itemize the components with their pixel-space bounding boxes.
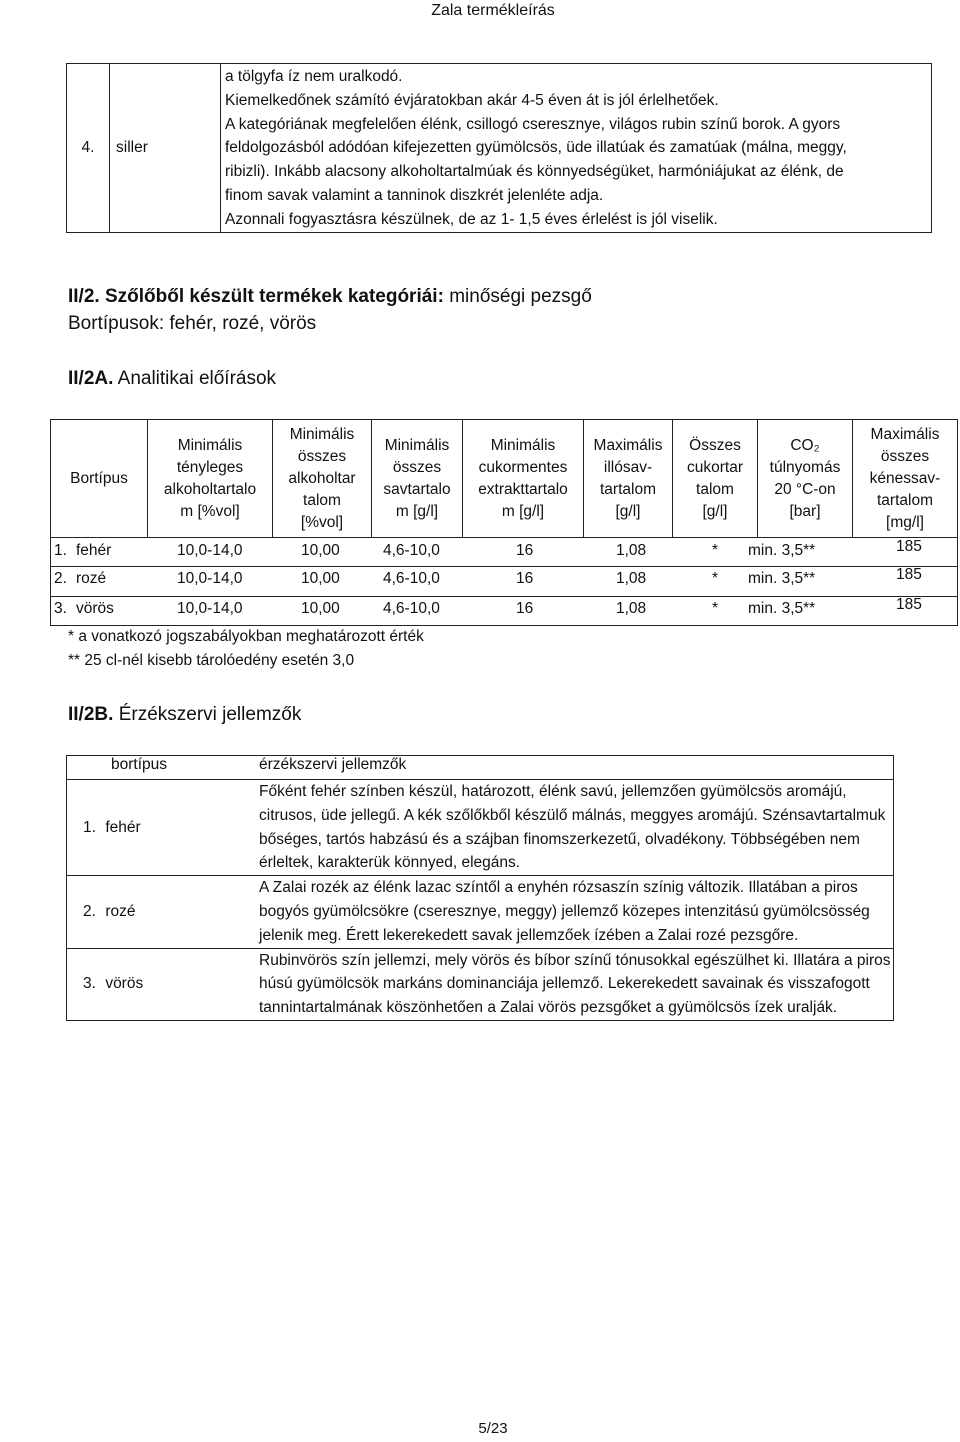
- header-line: talom: [696, 480, 734, 498]
- header-line: Maximális: [593, 436, 663, 454]
- col-header-sensory: érzékszervi jellemzők: [259, 756, 894, 780]
- header-line: tartalom: [600, 480, 656, 498]
- col-header-acid: [372, 420, 463, 538]
- siller-line: finom savak valamint a tanninok diszkrét jelenléte adja.: [225, 186, 604, 204]
- header-line: összes: [880, 447, 930, 465]
- row-acid: 4,6-10,0: [383, 570, 440, 587]
- header-line: extrakttartalo: [478, 480, 568, 498]
- table-row: [54, 598, 954, 626]
- header-line: összes: [297, 447, 347, 465]
- siller-table: [66, 63, 932, 233]
- col-header-co2: [758, 420, 853, 538]
- header-line: m [g/l]: [395, 502, 439, 520]
- sensory-description: [259, 948, 894, 1020]
- section-ii2-label: II/2.: [68, 286, 100, 307]
- footnote-1: * a vonatkozó jogszabályokban meghatározott érték: [68, 628, 424, 645]
- row-extract: 16: [516, 600, 534, 617]
- siller-line: A kategóriának megfelelően élénk, csillogó cseresznye, világos rubin színű borok. A gyors: [225, 115, 841, 133]
- sensory-line: citrusos, üde jellegű. A kék szőlőkből készülő málnás, meggyes aromájú. Szénsavtartalmuk: [259, 806, 886, 824]
- row-alc-actual: 10,0-14,0: [177, 600, 243, 617]
- header-line: tartalom: [877, 491, 933, 509]
- row-type: fehér: [105, 818, 141, 836]
- sensory-line: bogyós gyümölcsökre (cseresznye, meggy) jellemző közepes intenzitású gyümölcsösség: [259, 902, 870, 920]
- header-line: Bortípus: [70, 469, 128, 487]
- header-line: kénessav-: [869, 469, 941, 487]
- header-line: m [g/l]: [501, 502, 545, 520]
- sensory-line: tannintartalmának köszönhetően a Zalai vörös pezsgőket a gyümölcsös ízek uralják.: [259, 999, 838, 1017]
- header-line: cukortar: [687, 458, 743, 476]
- sensory-line: Főként fehér színben készül, határozott, élénk savú, jellemzően gyümölcsös aromájú,: [259, 783, 847, 800]
- row-number: 3.: [54, 600, 67, 617]
- header-line: illósav-: [603, 458, 653, 476]
- header-line: [mg/l]: [886, 513, 924, 531]
- siller-line: feldolgozásból adódóan kifejezetten gyümölcsös, üde illatúak és zamatúak (málna, meggy,: [225, 139, 847, 157]
- row-type: vörös: [76, 600, 114, 617]
- siller-line: Azonnali fogyasztásra készülnek, de az 1- 1,5 éves érlelést is jól viselik.: [225, 210, 718, 228]
- table-row: [67, 948, 260, 1020]
- row-sugar: *: [712, 570, 719, 587]
- row-alc-total: 10,00: [301, 542, 340, 559]
- header-line: talom: [303, 491, 341, 509]
- header-line: [g/l]: [615, 502, 641, 520]
- col-header-alc-total: [273, 420, 372, 538]
- col-header-alc-actual: [148, 420, 273, 538]
- header-line: összes: [392, 458, 442, 476]
- row-co2: min. 3,5**: [748, 542, 816, 559]
- row-acid: 4,6-10,0: [383, 600, 440, 617]
- row-sugar: *: [712, 542, 719, 559]
- col-header-bortipus: bortípus: [67, 756, 260, 780]
- header-line: savtartalo: [383, 480, 451, 498]
- siller-number: 4.: [67, 64, 110, 233]
- header-line: túlnyomás: [769, 458, 841, 476]
- siller-line: Kiemelkedőnek számító évjáratokban akár 4-5 éven át is jól érlelhetőek.: [225, 91, 719, 109]
- section-ii2b-title: Érzékszervi jellemzők: [118, 704, 302, 725]
- table-row: [67, 780, 260, 876]
- section-ii2a-heading: [68, 368, 276, 390]
- row-alc-actual: 10,0-14,0: [177, 542, 243, 559]
- row-alc-total: 10,00: [301, 600, 340, 617]
- section-ii2a-title: Analitikai előírások: [117, 368, 277, 389]
- analytical-table: [50, 419, 958, 538]
- sensory-line: érleltek, karakterük könnyed, elegáns.: [259, 854, 521, 872]
- row-acid: 4,6-10,0: [383, 542, 440, 559]
- section-ii2-subtitle: Bortípusok: fehér, rozé, vörös: [68, 313, 317, 334]
- footnote-2: ** 25 cl-nél kisebb tárolóedény esetén 3,0: [68, 652, 355, 669]
- header-line: [bar]: [789, 502, 821, 520]
- siller-description: [221, 64, 932, 233]
- section-ii2-title-bold: Szőlőből készült termékek kategóriái:: [104, 286, 444, 307]
- row-volatile: 1,08: [616, 570, 647, 587]
- row-type: rozé: [105, 902, 136, 920]
- col-header-sugar: [673, 420, 758, 538]
- siller-line: a tölgyfa íz nem uralkodó.: [225, 68, 403, 85]
- section-ii2a-label: II/2A.: [68, 368, 114, 389]
- row-so2: 185: [896, 538, 922, 555]
- row-number: 2.: [83, 902, 96, 920]
- col-header-so2: [853, 420, 958, 538]
- header-line: cukormentes: [478, 458, 568, 476]
- row-volatile: 1,08: [616, 600, 647, 617]
- row-sugar: *: [712, 600, 719, 617]
- header-line: Minimális: [490, 436, 556, 454]
- siller-line: ribizli). Inkább alacsony alkoholtartalmúak és könnyedségüket, harmóniájukat az élénk, de: [225, 163, 844, 181]
- header-line: Minimális: [384, 436, 450, 454]
- row-extract: 16: [516, 570, 534, 587]
- siller-name: siller: [110, 64, 221, 233]
- row-number: 1.: [83, 818, 96, 836]
- table-row: [54, 568, 954, 596]
- header-line: Minimális: [177, 436, 243, 454]
- row-type: vörös: [105, 975, 144, 993]
- sensory-table: [66, 755, 894, 1021]
- sensory-line: Rubinvörös szín jellemzi, mely vörös és bíbor színű tónusokkal egészülhet ki. Illatára a piros: [259, 951, 891, 969]
- page-header-title: Zala termékleírás: [431, 2, 555, 19]
- header-line: CO₂: [790, 436, 820, 454]
- section-ii2b-heading: [68, 704, 301, 726]
- row-so2: 185: [896, 596, 922, 613]
- sensory-line: bőséges, tartós habzású és a szájban finomszerkezetű, olvadékony. Többségében nem: [259, 830, 860, 848]
- sensory-line: A Zalai rozék az élénk lazac színtől a enyhén rózsaszín színig változik. Illatában a piros: [259, 879, 858, 897]
- row-number: 2.: [54, 570, 67, 587]
- col-header-extract: [463, 420, 584, 538]
- row-so2: 185: [896, 566, 922, 583]
- row-co2: min. 3,5**: [748, 570, 816, 587]
- section-ii2-heading: [68, 286, 592, 308]
- row-co2: min. 3,5**: [748, 600, 816, 617]
- table-row: [54, 540, 954, 568]
- row-number: 1.: [54, 542, 67, 559]
- header-line: alkoholtar: [288, 469, 356, 487]
- header-line: Minimális: [289, 425, 355, 443]
- page-number: 5/23: [478, 1420, 508, 1437]
- row-volatile: 1,08: [616, 542, 647, 559]
- row-number: 3.: [83, 975, 96, 993]
- col-header-volatile: [584, 420, 673, 538]
- section-ii2-title-normal: minőségi pezsgő: [449, 286, 592, 307]
- header-line: Maximális: [870, 425, 940, 443]
- header-line: m [%vol]: [180, 502, 240, 520]
- header-line: 20 °C-on: [774, 480, 836, 498]
- row-type: rozé: [76, 570, 107, 587]
- row-type: fehér: [76, 542, 112, 559]
- header-line: alkoholtartalo: [163, 480, 257, 498]
- sensory-line: jelenik meg. Érett lekerekedett savak jellemzőek ízében a Zalai rozé pezsgőre.: [259, 926, 799, 944]
- table-row: [67, 876, 260, 948]
- sensory-line: húsú gyümölcsök markáns dominanciája jellemző. Lekerekedett savainak és visszafogott: [259, 975, 870, 993]
- row-alc-actual: 10,0-14,0: [177, 570, 243, 587]
- header-line: Összes: [689, 436, 741, 454]
- header-line: tényleges: [176, 458, 244, 476]
- sensory-description: [259, 780, 894, 876]
- header-line: [g/l]: [702, 502, 728, 520]
- row-extract: 16: [516, 542, 534, 559]
- sensory-description: [259, 876, 894, 948]
- row-alc-total: 10,00: [301, 570, 340, 587]
- row-divider: [50, 566, 958, 567]
- header-line: [%vol]: [300, 513, 344, 531]
- section-ii2b-label: II/2B.: [68, 704, 114, 725]
- col-header-bortipus: [51, 420, 148, 538]
- row-divider: [50, 596, 958, 597]
